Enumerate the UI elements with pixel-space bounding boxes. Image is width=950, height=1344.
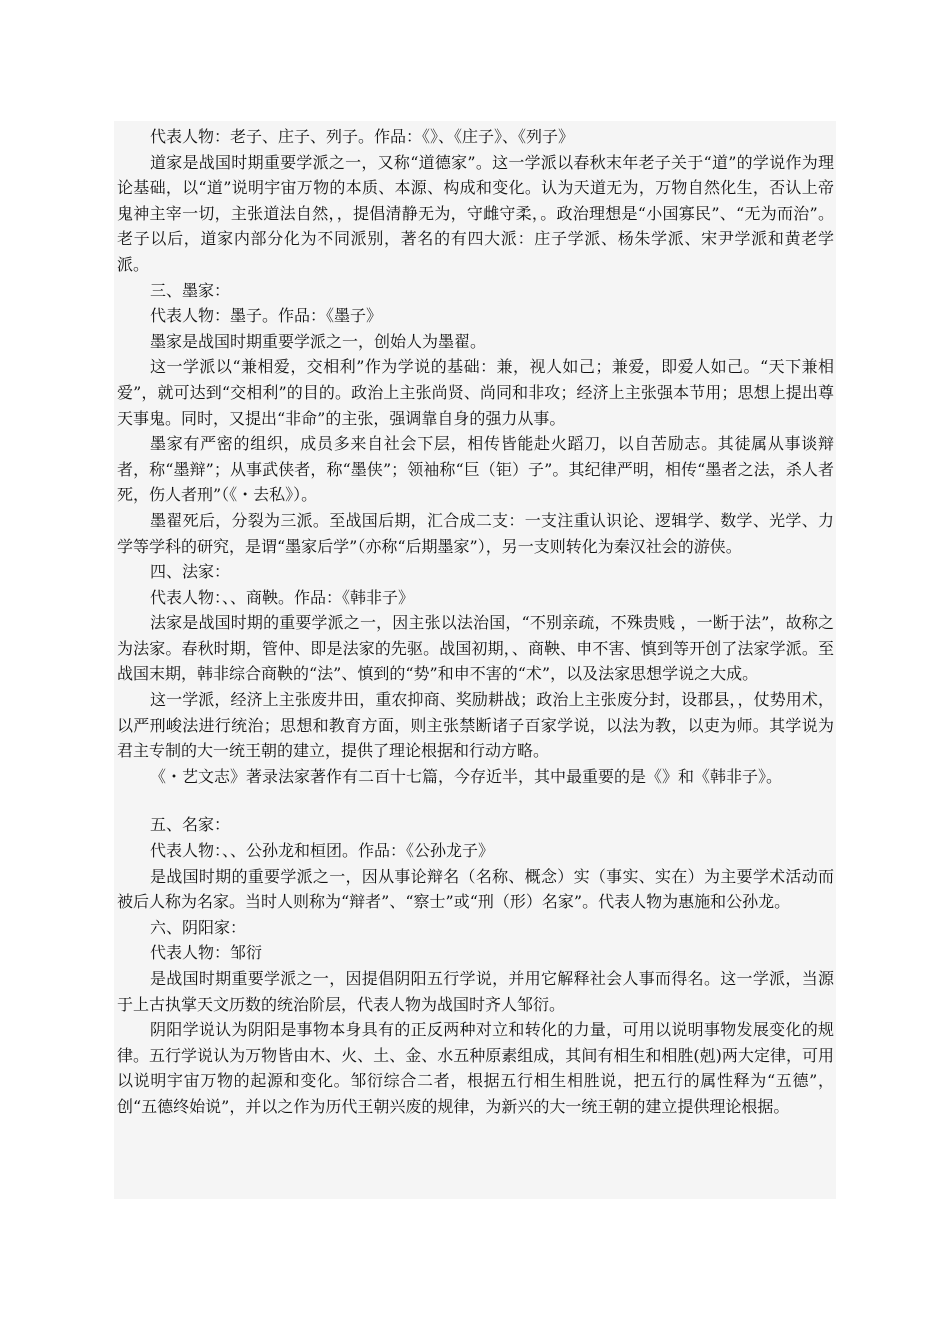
- mojia-representatives: 代表人物：墨子。作品：《墨子》: [150, 306, 383, 326]
- mingjia-description: 是战国时期的重要学派之一，因从事论辩名（名称、概念）实（事实、实在）为主要学术活动而被后人称为名家。当时人则称为“辩者”、“察士”或“刑（形）名家”。代表人物为惠施和公孙龙。: [117, 866, 834, 912]
- mingjia-heading: 五、名家：: [150, 815, 231, 835]
- fajia-representatives: 代表人物：、、商鞅。作品：《韩非子》: [150, 587, 415, 607]
- mojia-doctrine: 这一学派以“兼相爱，交相利”作为学说的基础：兼，视人如己；兼爱，即爱人如己。“天下兼相爱”，就可达到“交相利”的目的。政治上主张尚贤、尚同和非攻；经济上主张强本节用；思想上提出尊天事鬼。同时，又提出“非命”的主张，强调靠自身的强力从事。: [117, 357, 834, 428]
- daojia-representatives: 代表人物：老子、庄子、列子。作品：《》、《庄子》、《列子》: [150, 127, 575, 146]
- yinyangjia-heading: 六、阴阳家：: [150, 917, 247, 937]
- mojia-heading: 三、墨家：: [150, 280, 231, 300]
- document-text-block: [114, 121, 836, 1199]
- fajia-works: 《・艺文志》著录法家著作有二百十七篇，今存近半，其中最重要的是《》和《韩非子》。: [150, 766, 783, 786]
- yinyangjia-origin: 是战国时期重要学派之一，因提倡阴阳五行学说，并用它解释社会人事而得名。这一学派，当源于上古执掌天文历数的统治阶层，代表人物为战国时齐人邹衍。: [117, 969, 834, 1014]
- yinyangjia-representatives: 代表人物：邹衍: [150, 943, 263, 963]
- fajia-heading: 四、法家：: [150, 562, 231, 582]
- blank-line: [117, 789, 834, 812]
- daojia-description: 道家是战国时期重要学派之一，又称“道德家”。这一学派以春秋末年老子关于“道”的学说作为理论基础，以“道”说明宇宙万物的本质、本源、构成和变化。认为天道无为，万物自然化生，否认上帝鬼神主宰一切，主张道法自然，，提倡清静无为，守雌守柔，。政治理想是“小国寡民”、“无为而治”。老子以后，道家内部分化为不同派别，著名的有四大派：庄子学派、杨朱学派、宋尹学派和黄老学派。: [117, 152, 834, 274]
- mojia-founder: 墨家是战国时期重要学派之一，创始人为墨翟。: [150, 331, 487, 351]
- mojia-split: 墨翟死后，分裂为三派。至战国后期，汇合成二支：一支注重认识论、逻辑学、数学、光学、力学等学科的研究，是谓“墨家后学”（亦称“后期墨家”），另一支则转化为秦汉社会的游侠。: [117, 510, 834, 556]
- fajia-description: 法家是战国时期的重要学派之一，因主张以法治国，“不别亲疏，不殊贵贱 ，一断于法”，故称之为法家。春秋时期，管仲、即是法家的先驱。战国初期，、商鞅、申不害、慎到等开创了法家学派。至战国末期，韩非综合商鞅的“法”、慎到的“势”和申不害的“术”，以及法家思想学说之大成。: [117, 613, 834, 684]
- fajia-doctrine: 这一学派，经济上主张废井田，重农抑商、奖励耕战；政治上主张废分封，设郡县，，仗势用术，以严刑峻法进行统治；思想和教育方面，则主张禁断诸子百家学说，以法为教，以吏为师。其学说为君主专制的大一统王朝的建立，提供了理论根据和行动方略。: [117, 690, 834, 761]
- mojia-organization: 墨家有严密的组织，成员多来自社会下层，相传皆能赴火蹈刀，以自苦励志。其徒属从事谈辩者，称“墨辩”；从事武侠者，称“墨侠”；领袖称“巨（钜）子”。其纪律严明，相传“墨者之法，杀人者死，伤人者刑”（《・去私》）。: [117, 434, 834, 505]
- mingjia-representatives: 代表人物：、、公孙龙和桓团。作品：《公孙龙子》: [150, 841, 495, 861]
- yinyangjia-doctrine: 阴阳学说认为阴阳是事物本身具有的正反两种对立和转化的力量，可用以说明事物发展变化的规律。五行学说认为万物皆由木、火、土、金、水五种原素组成，其间有相生和相胜(剋)两大定律，可用以说明宇宙万物的起源和变化。邹衍综合二者，根据五行相生相胜说，把五行的属性释为“五德”，创“五德终始说”，并以之作为历代王朝兴废的规律，为新兴的大一统王朝的建立提供理论根据。: [117, 1020, 834, 1116]
